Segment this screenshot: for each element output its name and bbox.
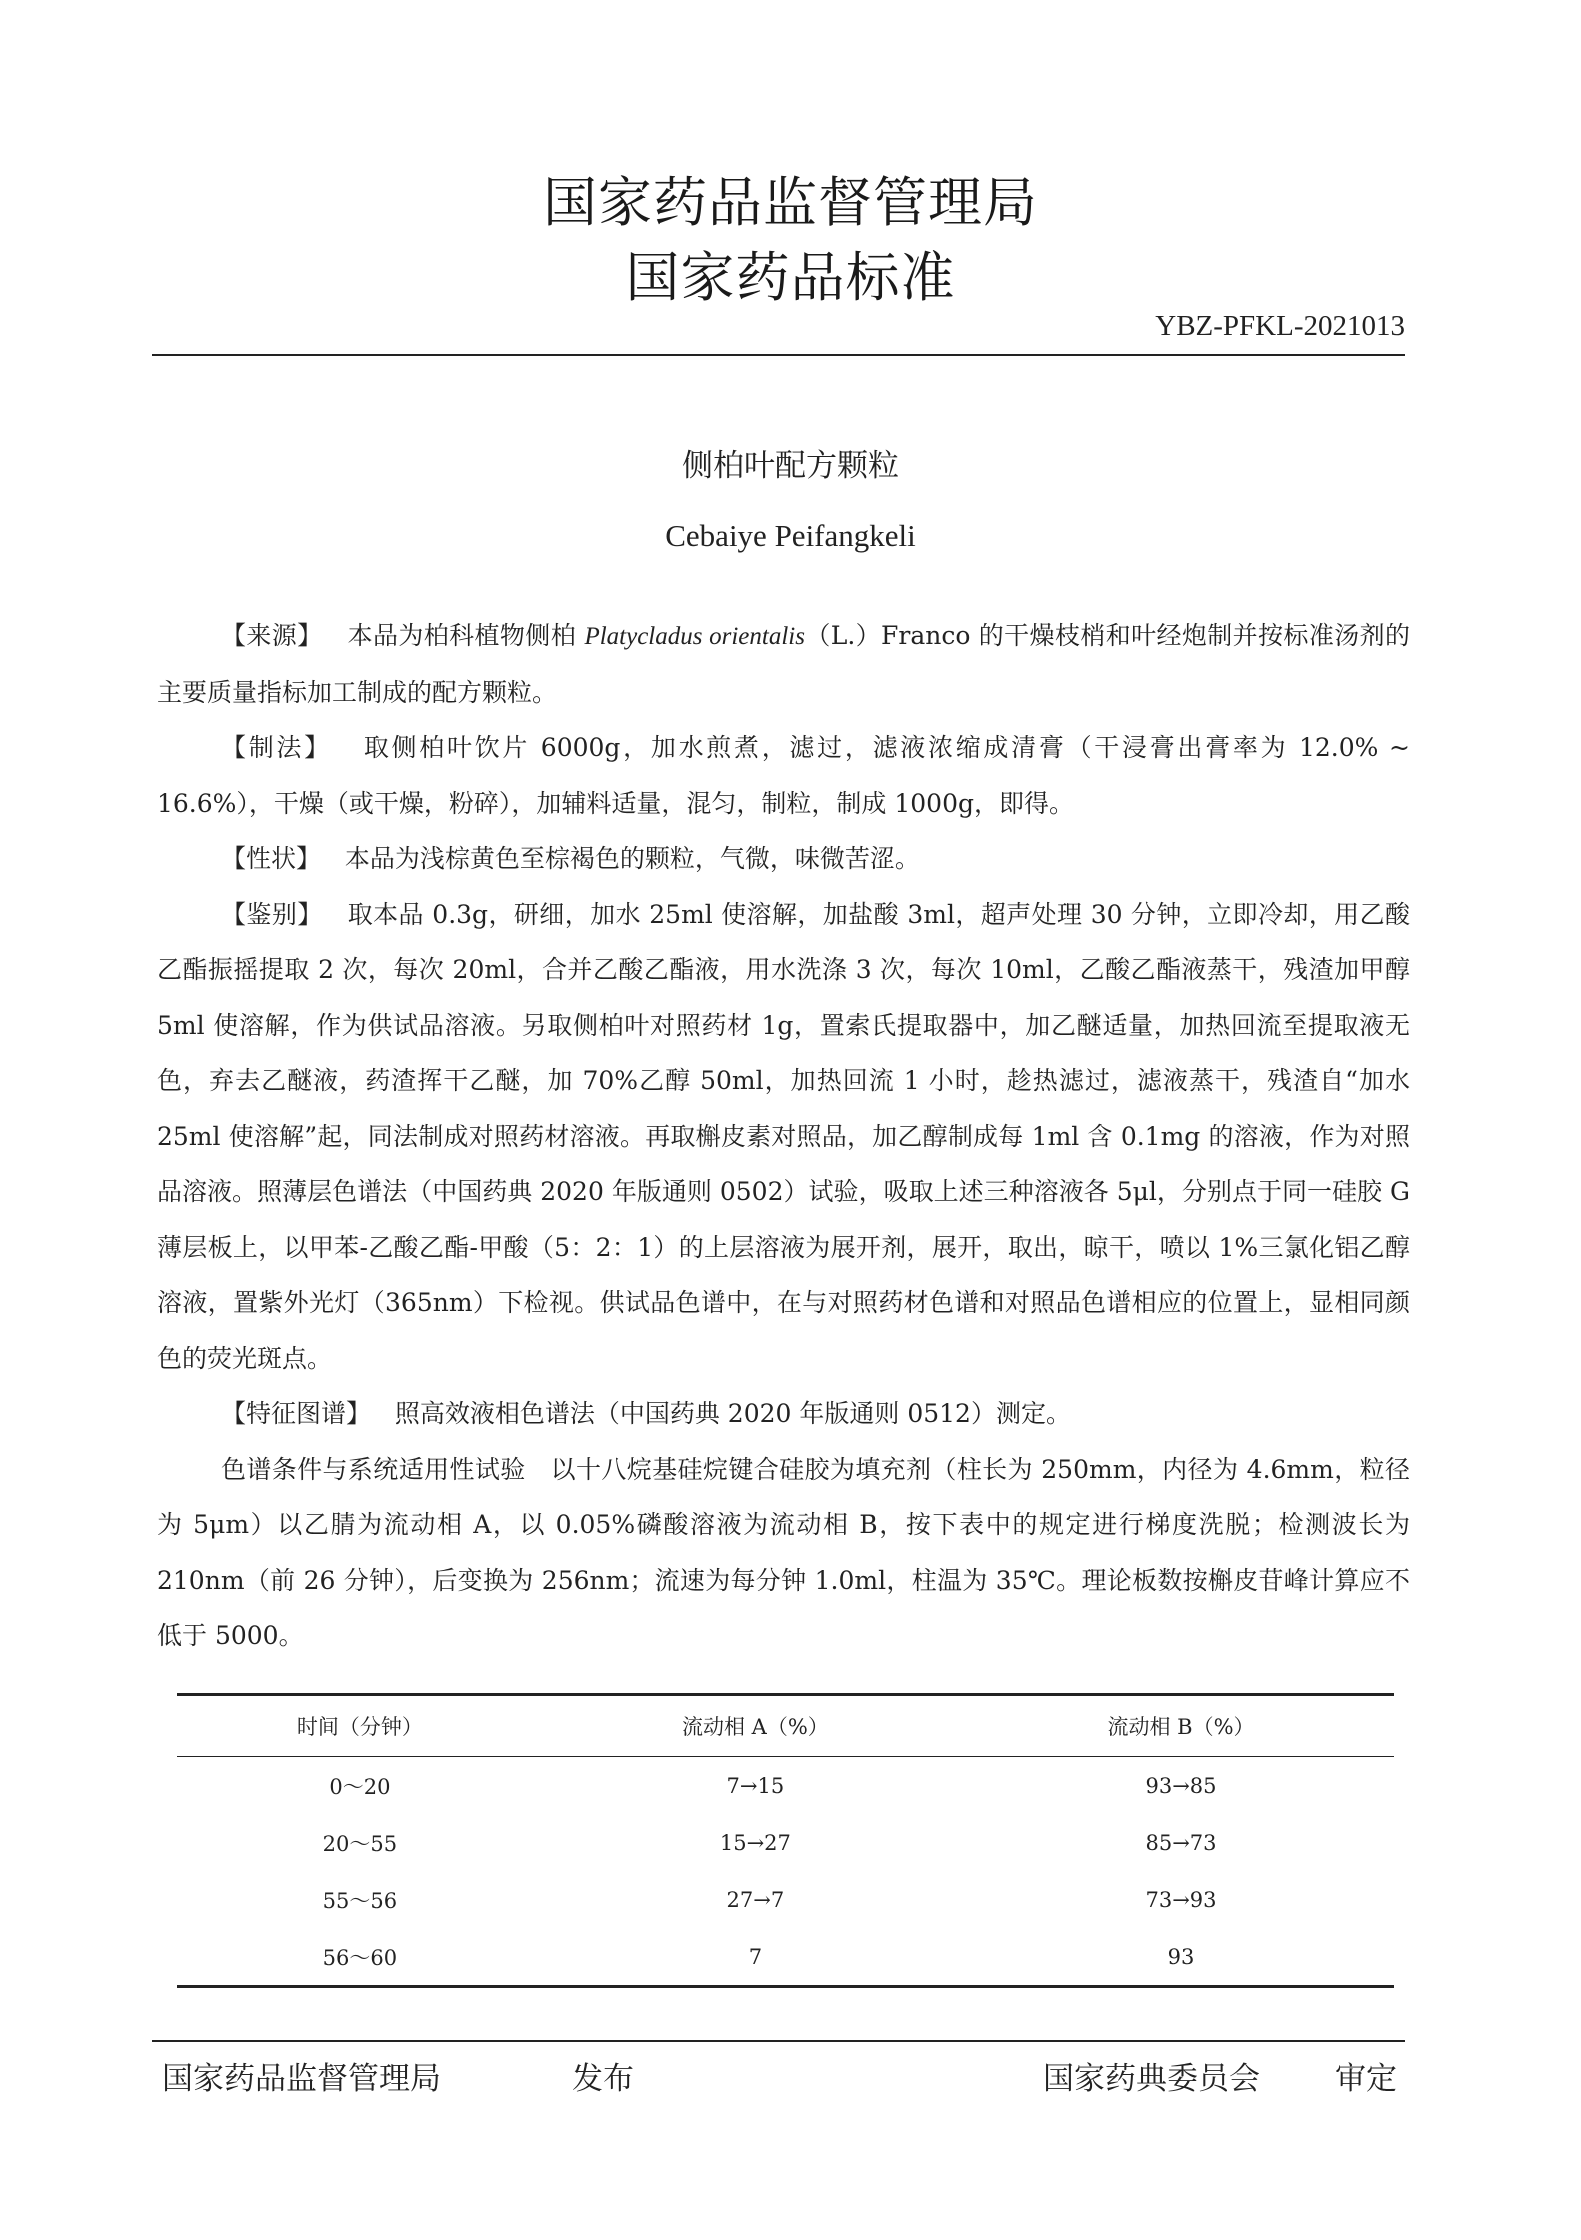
table-header-row	[177, 1695, 1394, 1757]
standard-code: YBZ-PFKL-2021013	[1155, 310, 1405, 342]
table-header-phase-a: 流动相 A（%）	[681, 1715, 829, 1739]
table-cell: 7	[748, 1944, 763, 1969]
gradient-table-container	[177, 1693, 1394, 1988]
table-row	[177, 1757, 1394, 1815]
table-cell: 20～55	[322, 1831, 398, 1856]
preparation-paragraph	[157, 720, 1410, 831]
header-divider	[152, 354, 1405, 356]
table-cell: 15→27	[719, 1830, 791, 1855]
table-cell: 85→73	[1145, 1830, 1217, 1855]
table-cell: 7→15	[726, 1773, 785, 1798]
conditions-text: 以十八烷基硅烷键合硅胶为填充剂（柱长为 250mm，内径为 4.6mm，粒径为 5μm）以乙腈为流动相 A，以 0.05%磷酸溶液为流动相 B，按下表中的规定进行梯度洗脱；检测波长为 210nm（前 26 分钟），后变换为 256nm；流速为每分钟 1.0ml，柱温为 35℃。理论板数按槲皮苷峰计算应不低于 5000。	[157, 1454, 1410, 1650]
agency-title: 国家药品监督管理局	[543, 171, 1038, 234]
table-cell: 93→85	[1145, 1773, 1217, 1798]
source-latin-name: Platycladus orientalis	[584, 623, 805, 650]
table-cell: 27→7	[726, 1887, 785, 1912]
table-row	[177, 1871, 1394, 1928]
description-text: 本品为浅棕黄色至棕褐色的颗粒，气微，味微苦涩。	[344, 844, 920, 873]
table-cell: 56～60	[322, 1945, 398, 1970]
conditions-paragraph	[157, 1442, 1410, 1664]
footer-publish-action: 发布	[572, 2061, 634, 2097]
document-body	[157, 608, 1410, 1664]
table-cell: 93	[1167, 1944, 1195, 1969]
identification-label: 【鉴别】	[221, 899, 323, 929]
description-paragraph	[157, 831, 1410, 887]
footer-review-action: 审定	[1335, 2061, 1397, 2097]
table-header-time: 时间（分钟）	[296, 1715, 423, 1739]
table-cell: 0～20	[329, 1774, 391, 1799]
fingerprint-text: 照高效液相色谱法（中国药典 2020 年版通则 0512）测定。	[394, 1399, 1071, 1428]
identification-text: 取本品 0.3g，研细，加水 25ml 使溶解，加盐酸 3ml，超声处理 30 分钟，立即冷却，用乙酸乙酯振摇提取 2 次，每次 20ml，合并乙酸乙酯液，用水洗涤 3 次，每次 10ml，乙酸乙酯液蒸干，残渣加甲醇 5ml 使溶解，作为供试品溶液。另取侧柏叶对照药材 1g，置索氏提取器中，加乙醚适量，加热回流至提取液无色，弃去乙醚液，药渣挥干乙醚，加 70%乙醇 50ml，加热回流 1 小时，趁热滤过，滤液蒸干，残渣自“加水 25ml 使溶解”起，同法制成对照药材溶液。再取槲皮素对照品，加乙醇制成每 1ml 含 0.1mg 的溶液，作为对照品溶液。照薄层色谱法（中国药典 2020 年版通则 0502）试验，吸取上述三种溶液各 5μl，分别点于同一硅胶 G 薄层板上，以甲苯-乙酸乙酯-甲酸（5：2：1）的上层溶液为展开剂，展开，取出，晾干，喷以 1%三氯化铝乙醇溶液，置紫外光灯（365nm）下检视。供试品色谱中，在与对照药材色谱和对照品色谱相应的位置上，显相同颜色的荧光斑点。	[157, 899, 1410, 1373]
identification-paragraph	[157, 887, 1410, 1387]
document-title: 侧柏叶配方颗粒	[682, 448, 899, 484]
source-label: 【来源】	[221, 621, 323, 650]
table-row	[177, 1928, 1394, 1987]
footer-reviewer: 国家药典委员会	[1043, 2061, 1260, 2097]
table-row	[177, 1814, 1394, 1871]
source-paragraph	[157, 608, 1410, 720]
standard-title: 国家药品标准	[625, 246, 956, 309]
footer-publisher: 国家药品监督管理局	[162, 2061, 441, 2097]
footer-divider	[152, 2040, 1405, 2042]
fingerprint-paragraph	[157, 1386, 1410, 1442]
table-cell: 73→93	[1145, 1887, 1217, 1912]
description-label: 【性状】	[221, 844, 322, 873]
preparation-label: 【制法】	[221, 733, 332, 762]
table-cell: 55～56	[322, 1888, 398, 1913]
document-pinyin-title: Cebaiye Peifangkeli	[665, 518, 916, 553]
preparation-text: 取侧柏叶饮片 6000g，加水煎煮，滤过，滤液浓缩成清膏（干浸膏出膏率为 12.0% ~ 16.6%），干燥（或干燥，粉碎），加辅料适量，混匀，制粒，制成 1000g，即得。	[157, 733, 1410, 818]
table-header-phase-b: 流动相 B（%）	[1107, 1715, 1255, 1739]
conditions-label: 色谱条件与系统适用性试验	[221, 1454, 526, 1484]
fingerprint-label: 【特征图谱】	[221, 1399, 372, 1428]
gradient-table	[177, 1693, 1394, 1988]
source-text-post: （L.）Franco 的干燥枝梢和叶经炮制并按标准汤剂的主要质量指标加工制成的配方颗粒。	[157, 621, 1410, 707]
source-text-pre: 本品为柏科植物侧柏	[347, 621, 577, 650]
